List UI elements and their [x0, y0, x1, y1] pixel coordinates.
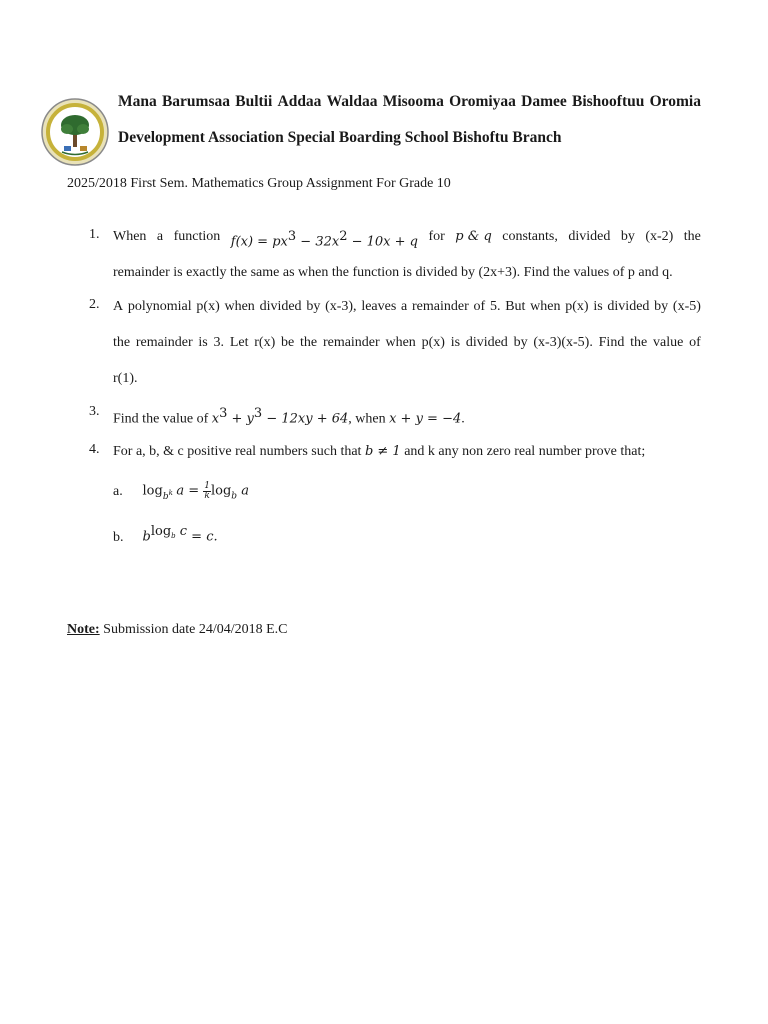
text: For a, b, & c positive real numbers such that — [113, 444, 365, 459]
text: , when — [348, 411, 390, 427]
word: remainder — [322, 335, 380, 350]
fraction — [203, 482, 211, 501]
math: b ≠ 1 — [364, 444, 401, 459]
math: c — [175, 524, 188, 539]
school-word: Bultii — [235, 93, 273, 110]
question-number: 1. — [89, 227, 100, 242]
question-4b — [113, 524, 218, 546]
word: Find — [598, 335, 625, 350]
school-word: Misooma — [382, 93, 444, 110]
word: Let — [229, 335, 249, 350]
math: p & q — [455, 229, 492, 244]
question-4 — [89, 442, 701, 478]
submission-note — [67, 622, 288, 638]
school-word: Oromiyaa — [449, 93, 516, 110]
word: p(x) — [421, 335, 445, 350]
note-text: Submission date 24/04/2018 E.C — [99, 622, 288, 637]
word: a — [156, 229, 164, 244]
math: − 32x — [296, 234, 340, 250]
word: divided — [568, 229, 611, 244]
word: for — [428, 229, 445, 244]
word: by — [306, 299, 321, 314]
math: log — [210, 483, 232, 499]
word: (x-2) — [645, 229, 674, 244]
exponent: 3 — [287, 229, 297, 244]
school-logo — [40, 97, 110, 167]
question-3 — [89, 404, 701, 440]
word: be — [281, 335, 295, 350]
word: leaves — [361, 299, 397, 314]
text: . — [461, 411, 465, 427]
question-3-line — [113, 404, 701, 440]
word: value — [653, 335, 684, 350]
word: When — [113, 229, 147, 244]
question-1-line-2: remainder is exactly the same as when the function is divided by (2x+3). Find the values of p and q. — [113, 265, 673, 280]
word: by — [513, 335, 528, 350]
question-number: 3. — [89, 404, 100, 419]
text: and k any non zero real number prove that; — [400, 444, 646, 459]
question-2-line-2 — [113, 333, 701, 369]
word: the — [683, 229, 701, 244]
word: when — [530, 299, 561, 314]
question-4a — [113, 482, 249, 502]
math: b — [162, 491, 169, 502]
math: + y — [227, 411, 254, 427]
school-word: Oromia — [649, 93, 701, 110]
text: Find the value of — [113, 411, 212, 427]
math: b — [142, 529, 151, 545]
math: = c. — [187, 529, 218, 545]
question-number: 4. — [89, 442, 100, 457]
question-2-line-1 — [113, 297, 701, 333]
school-word: Addaa — [277, 93, 322, 110]
question-1 — [89, 227, 701, 299]
word: by — [620, 229, 635, 244]
denominator: k — [204, 491, 210, 501]
math: f(x) = px — [230, 234, 288, 250]
question-2 — [89, 297, 701, 405]
school-word: Barumsaa — [161, 93, 231, 110]
word: constants, — [502, 229, 558, 244]
word: polynomial — [127, 299, 192, 314]
school-name-line-2: Development Association Special Boarding School Bishoftu Branch — [118, 129, 562, 146]
exponent: 3 — [219, 406, 228, 421]
math: b — [231, 491, 238, 502]
word: function — [173, 229, 221, 244]
school-name — [118, 89, 701, 161]
math: a — [237, 483, 249, 499]
word: when — [224, 299, 255, 314]
math: − 12xy + 64 — [262, 411, 349, 427]
word: 5. — [489, 299, 501, 314]
question-1-line-1 — [113, 227, 701, 263]
numerator: 1 — [204, 481, 210, 491]
school-word: Mana — [118, 93, 157, 110]
math: x + y = −4 — [389, 411, 462, 427]
word: p(x) — [565, 299, 589, 314]
word: by — [654, 299, 669, 314]
math: x — [211, 411, 220, 427]
word: (x-3), — [325, 299, 357, 314]
function-expression — [231, 227, 418, 263]
word: is — [198, 335, 208, 350]
word: (x-5) — [672, 299, 701, 314]
question-number: 2. — [89, 297, 100, 312]
word: of — [689, 335, 701, 350]
word: the — [630, 335, 648, 350]
exponent: 2 — [339, 229, 348, 244]
assignment-title: 2025/2018 First Sem. Mathematics Group Assignment For Grade 10 — [67, 176, 451, 191]
note-label: Note: — [67, 622, 100, 637]
word: the — [113, 335, 131, 350]
word: divided — [607, 299, 650, 314]
school-word: Waldaa — [326, 93, 378, 110]
word: is — [450, 335, 461, 350]
word: a — [401, 299, 408, 314]
math: b — [171, 531, 176, 540]
word: 3. — [213, 335, 225, 350]
school-name-line-1 — [118, 89, 701, 125]
math: − 10x + q — [347, 234, 418, 250]
question-4-line — [113, 442, 701, 478]
exponent: k — [168, 488, 173, 497]
school-word: Damee — [521, 93, 567, 110]
word: But — [505, 299, 526, 314]
word: remainder — [412, 299, 469, 314]
word: is — [593, 299, 603, 314]
word: r(x) — [254, 335, 276, 350]
word: when — [385, 335, 416, 350]
word: of — [473, 299, 486, 314]
question-2-line-3: r(1). — [113, 371, 138, 386]
sub-label: a. — [113, 483, 123, 499]
word: remainder — [135, 335, 193, 350]
word: p(x) — [196, 299, 220, 314]
math: log — [142, 483, 163, 499]
word: (x-3)(x-5). — [533, 335, 593, 350]
word: divided — [465, 335, 508, 350]
word: divided — [259, 299, 302, 314]
sub-label: b. — [113, 529, 124, 545]
exponent: log — [150, 524, 172, 539]
school-word: Bishooftuu — [572, 93, 645, 110]
word: the — [300, 335, 318, 350]
exponent: 3 — [253, 406, 263, 421]
math: a = — [176, 483, 204, 499]
word: A — [113, 299, 124, 314]
